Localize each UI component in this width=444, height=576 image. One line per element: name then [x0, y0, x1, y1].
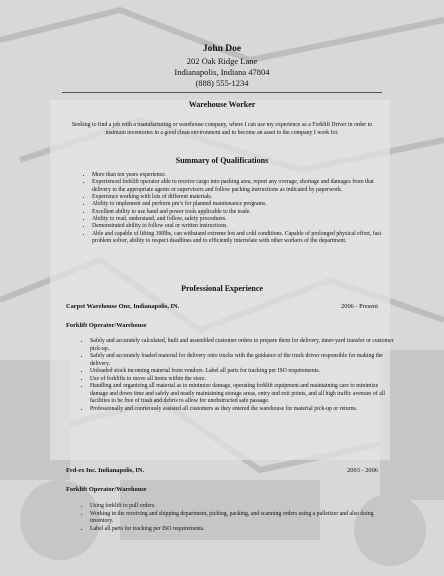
phone-number: (888) 555-1234 [195, 78, 249, 88]
list-item: • Experienced forklift operator able to receive cargo into packing area, report any overage, shortage and damages from that delivery to the appropriate agents or supervisors and follow packing instructions as indicated by paperwork. [92, 179, 392, 194]
experience-title: Professional Experience [181, 284, 263, 293]
list-item: • Experience working with lots of different materials. [92, 194, 392, 201]
list-item: • Demonstrated ability to follow oral or written instructions. [92, 223, 392, 230]
list-item: • Using forklift to pull orders. [90, 503, 394, 511]
list-item: • Professionally and courteously assisted all customers as they entered the warehouse for material pick-up or returns. [90, 406, 394, 414]
list-item: • More than ten years experience. [92, 172, 392, 179]
objective-title: Warehouse Worker [188, 100, 256, 109]
address-line-2: Indianapolis, Indiana 47804 [174, 67, 270, 77]
job-company: Fed-ex Inc. Indianapolis, IN. [66, 467, 145, 474]
job-duties-list [80, 338, 394, 413]
header-divider [62, 92, 382, 93]
candidate-name: John Doe [202, 44, 242, 54]
list-item: • Excellent ability to use hand and power tools applicable to the trade. [92, 209, 392, 216]
job-position: Forklift Operator/Warehouse [66, 486, 147, 493]
list-item: • Handling and organizing all material as to minimize damage, operating forklift equipment and maintaining care to minimize damage and down time and safely and neatly maintaining storage areas, entry and exit points, and all high traffic avenues of all facilities to be free of trash and debris to allow for unobstructed safe passage. [90, 383, 394, 406]
list-item: • Ability to read, understand, and follow, safety procedures. [92, 216, 392, 223]
list-item: • Working in the receiving and shipping department, picking, packing, and scanning orders using a palletizer and also doing inventory. [90, 511, 394, 526]
list-item: • Safely and accurately calculated, built and assembled customer orders to prepare them for delivery, inner-yard transfer or customer pick-up.. [90, 338, 394, 353]
job-dates: 2003 - 2006 [347, 467, 378, 474]
list-item: • Use of forklifts to move all items within the store. [90, 376, 394, 384]
objective-text: Seeking to find a job with a manufacturing or warehouse company, where I can use my experience as a Forklift Driver in order to maintain inventories in a good clean environment and to become an asset to the company I work for. [71, 122, 373, 136]
job-company: Carpet Warehouse One, Indianapolis, IN. [66, 303, 180, 310]
list-item: • Ability to implement and perform pm’s for planned maintenance programs. [92, 201, 392, 208]
job-dates: 2006 - Present [341, 303, 378, 310]
job-position: Forklift Operator/Warehouse [66, 322, 147, 329]
list-item: • Unloaded stock incoming material from vendors. Label all parts for tracking per ISO requirements. [90, 368, 394, 376]
qualifications-title: Summary of Qualifications [175, 156, 269, 165]
list-item: • Label all parts for tracking per ISO requirements. [90, 526, 394, 534]
list-item: • Able and capable of lifting 100lbs, can withstand extreme hot and cold conditions. Capable of prolonged physical effort, fast problem solver, ability to respect deadlines and to efficiently interrelate with other workers of the department. [92, 231, 392, 246]
list-item: • Safely and accurately loaded material for delivery onto trucks with the guidance of the truck driver responsible for making the delivery. [90, 353, 394, 368]
job-duties-list [80, 503, 394, 533]
qualifications-list [82, 172, 392, 245]
address-line-1: 202 Oak Ridge Lane [186, 56, 258, 66]
